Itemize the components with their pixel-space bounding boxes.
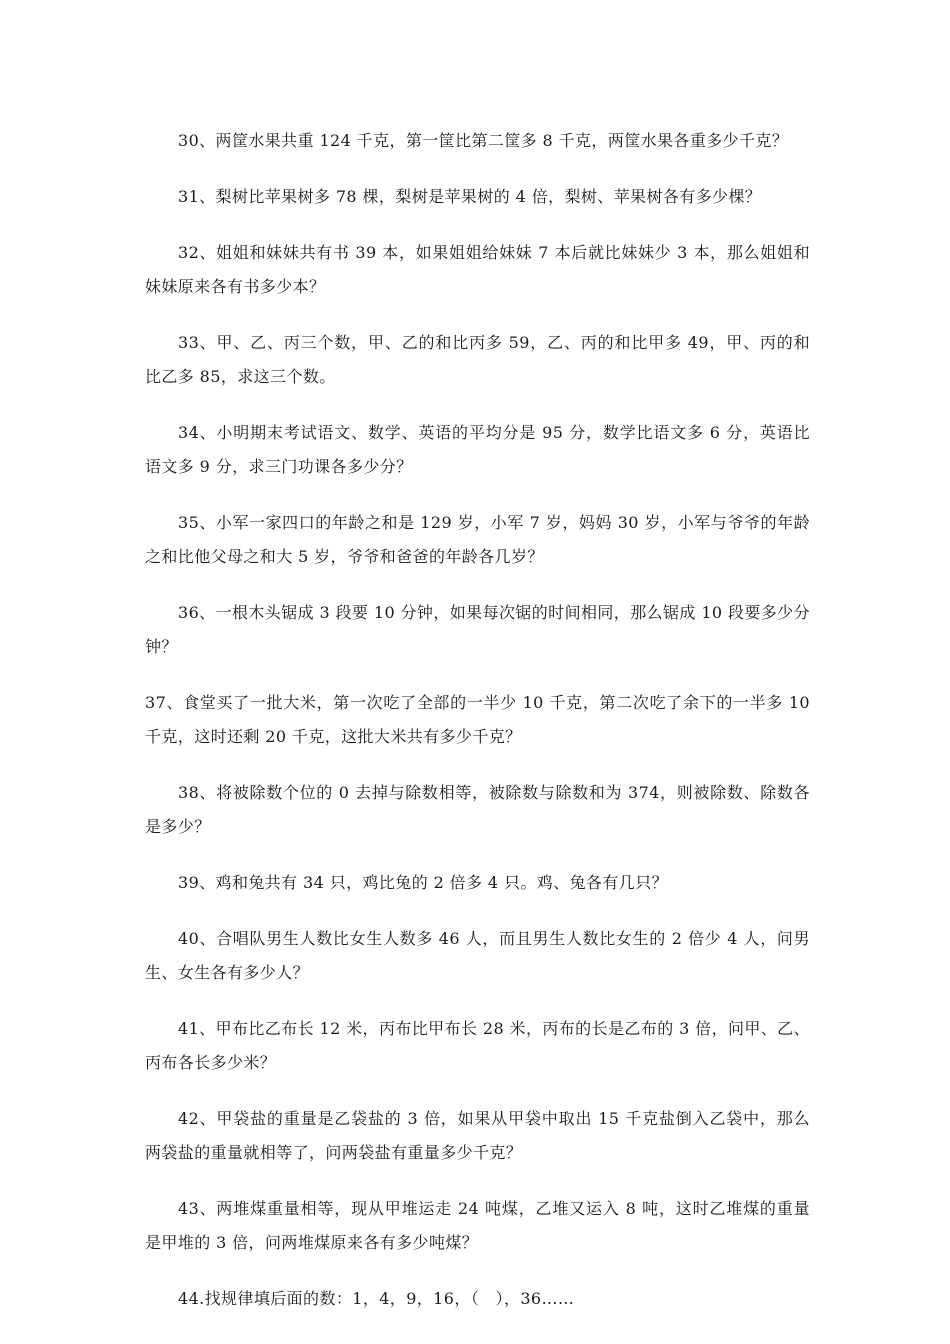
question-31: 31、梨树比苹果树多 78 棵，梨树是苹果树的 4 倍，梨树、苹果树各有多少棵？	[178, 187, 762, 206]
question-43: 43、两堆煤重量相等，现从甲堆运走 24 吨煤，乙堆又运入 8 吨，这时乙堆煤的重量是甲堆的 3 倍，问两堆煤原来各有多少吨煤？	[145, 1199, 810, 1252]
question-44: 44.找规律填后面的数：1，4，9，16，（ ），36……	[178, 1289, 575, 1308]
question-33: 33、甲、乙、丙三个数，甲、乙的和比丙多 59，乙、丙的和比甲多 49，甲、丙的和比乙多 85，求这三个数。	[145, 333, 810, 386]
question-30: 30、两筐水果共重 124 千克，第一筐比第二筐多 8 千克，两筐水果各重多少千克？	[178, 131, 789, 150]
question-list	[145, 124, 810, 1338]
question-32: 32、姐姐和妹妹共有书 39 本，如果姐姐给妹妹 7 本后就比妹妹少 3 本，那么姐姐和妹妹原来各有书多少本？	[145, 243, 810, 296]
question-37: 37、食堂买了一批大米，第一次吃了全部的一半少 10 千克，第二次吃了余下的一半多 10 千克，这时还剩 20 千克，这批大米共有多少千克？	[145, 693, 810, 746]
question-36: 36、一根木头锯成 3 段要 10 分钟，如果每次锯的时间相同，那么锯成 10 段要多少分钟？	[145, 603, 810, 656]
question-41: 41、甲布比乙布长 12 米，丙布比甲布长 28 米，丙布的长是乙布的 3 倍，问甲、乙、丙布各长多少米？	[145, 1019, 810, 1072]
question-38: 38、将被除数个位的 0 去掉与除数相等，被除数与除数和为 374，则被除数、除数各是多少？	[145, 783, 810, 836]
question-34: 34、小明期末考试语文、数学、英语的平均分是 95 分，数学比语文多 6 分，英语比语文多 9 分，求三门功课各多少分？	[145, 423, 810, 476]
question-40: 40、合唱队男生人数比女生人数多 46 人，而且男生人数比女生的 2 倍少 4 人，问男生、女生各有多少人？	[145, 929, 810, 982]
question-42: 42、甲袋盐的重量是乙袋盐的 3 倍，如果从甲袋中取出 15 千克盐倒入乙袋中，那么两袋盐的重量就相等了，问两袋盐有重量多少千克？	[145, 1109, 810, 1162]
question-35: 35、小军一家四口的年龄之和是 129 岁，小军 7 岁，妈妈 30 岁，小军与爷爷的年龄之和比他父母之和大 5 岁，爷爷和爸爸的年龄各几岁？	[145, 513, 810, 566]
question-39: 39、鸡和兔共有 34 只，鸡比兔的 2 倍多 4 只。鸡、兔各有几只？	[178, 873, 668, 892]
